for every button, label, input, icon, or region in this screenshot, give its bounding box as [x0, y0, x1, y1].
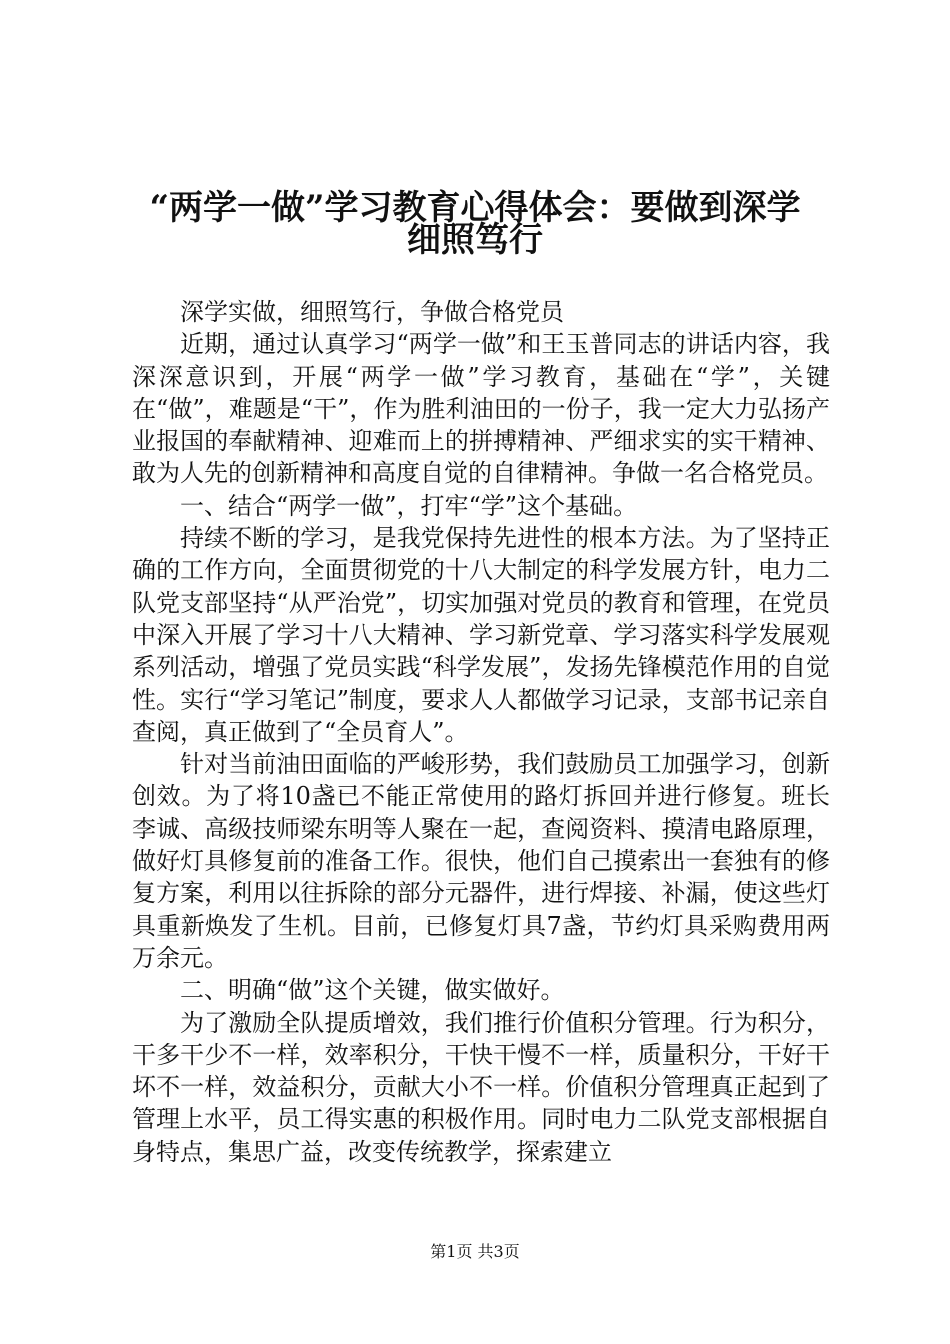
body-paragraph: 为了激励全队提质增效，我们推行价值积分管理。行为积分，干多干少不一样，效率积分，干快干慢不一样，质量积分，干好干坏不一样，效益积分，贡献大小不一样。价值积分管理真正起到了管理上水平，员工得实惠的积极作用。同时电力二队党支部根据自身特点，集思广益，改变传统教学，探索建立	[132, 1008, 830, 1166]
body-paragraph: 持续不断的学习，是我党保持先进性的根本方法。为了坚持正确的工作方向，全面贯彻党的十八大制定的科学发展方针，电力二队党支部坚持“从严治党”，切实加强对党员的教育和管理，在党员中深入开展了学习十八大精神、学习新党章、学习落实科学发展观系列活动，增强了党员实践“科学发展”，发扬先锋模范作用的自觉性。实行“学习笔记”制度，要求人人都做学习记录，支部书记亲自查阅，真正做到了“全员育人”。	[132, 524, 830, 746]
document-title-line-2: 细照笃行	[407, 220, 543, 260]
document-title-line-1: “两学一做”学习教育心得体会：要做到深学	[149, 188, 801, 228]
subtitle-paragraph: 深学实做，细照笃行，争做合格党员	[180, 298, 564, 326]
section-heading-1: 一、结合“两学一做”，打牢“学”这个基础。	[180, 491, 638, 520]
section-heading-2: 二、明确“做”这个关键，做实做好。	[180, 976, 565, 1005]
body-paragraph: 近期，通过认真学习“两学一做”和王玉普同志的讲话内容，我深深意识到，开展“两学一做”学习教育，基础在“学”，关键在“做”，难题是“干”，作为胜利油田的一份子，我一定大力弘扬产业报国的奉献精神、迎难而上的拼搏精神、严细求实的实干精神、敢为人先的创新精神和高度自觉的自律精神。争做一名合格党员。	[132, 330, 830, 488]
page-footer: 第1页 共3页	[430, 1242, 520, 1261]
document-body	[132, 296, 830, 1168]
body-paragraph: 针对当前油田面临的严峻形势，我们鼓励员工加强学习，创新创效。为了将10盏已不能正常使用的路灯拆回并进行修复。班长李诚、高级技师梁东明等人聚在一起，查阅资料、摸清电路原理，做好灯具修复前的准备工作。很快，他们自己摸索出一套独有的修复方案，利用以往拆除的部分元器件，进行焊接、补漏，使这些灯具重新焕发了生机。目前，已修复灯具7盏，节约灯具采购费用两万余元。	[132, 750, 830, 972]
